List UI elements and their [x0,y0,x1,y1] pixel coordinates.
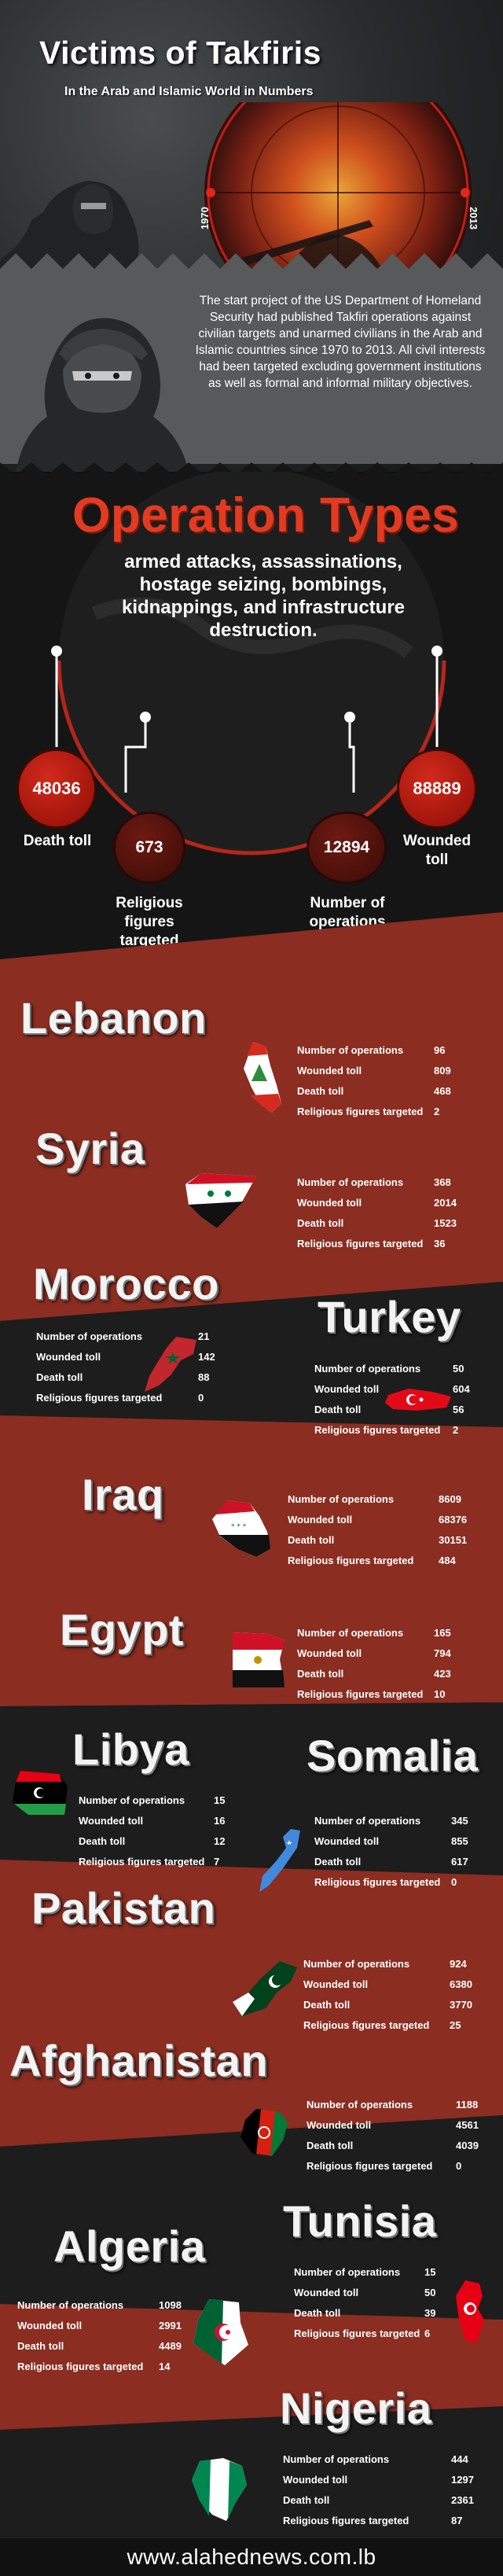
libya-flag-map [13,1771,68,1815]
stats-row [297,1622,465,1643]
stat-label: Wounded toll [288,1513,353,1525]
stat-label: Religious figures targeted [17,2360,144,2372]
country-somalia: Somalia [307,1731,479,1780]
stat-value: 165 [434,1626,451,1639]
stats-row [307,2114,487,2135]
stat-value: 6 [424,2327,431,2339]
stat-label: Wounded toll [303,1978,369,1990]
stat-label: Wounded toll [36,1350,101,1363]
stat-value: 4489 [159,2339,182,2352]
stat-label: Number of operations [17,2298,124,2311]
stat-label: Death toll [297,1667,344,1680]
wounded-toll-label: Wounded toll [402,833,472,868]
stats-row [297,1213,465,1233]
intro-text: The start project of the US Department of Homeland Security had published Takfiri operations against civilian targets and unarmed civilians in the Arab and Islamic countries since 1970 to 2013. All civil interests had been targeted excluding government institutions as well as formal and informal military objectives. [195,294,486,390]
stats-row [79,1831,245,1851]
stat-value: 604 [453,1382,470,1395]
stat-label: Wounded toll [294,2286,359,2298]
stats-row [288,1509,470,1529]
stat-label: Death toll [307,2139,354,2151]
operation-types-description: armed attacks, assassinations, hostage seizing, bombings, kidnappings, and infrastructure destruction. [121,551,406,641]
stat-label: Religious figures targeted [297,1105,424,1117]
stat-label: Number of operations [288,1492,395,1505]
stat-label: Wounded toll [297,1647,362,1659]
stats-row [17,2356,190,2376]
stat-label: Wounded toll [307,2118,372,2131]
stats-row [307,2155,487,2176]
stat-value: 468 [434,1084,451,1097]
stats-row [17,2315,190,2335]
stat-label: Wounded toll [79,1814,144,1827]
death-toll-value: 48036 [19,751,94,826]
stat-label: Death toll [17,2339,64,2352]
stat-label: Number of operations [303,1957,410,1970]
stat-label: Religious figures targeted [307,2159,433,2172]
stat-label: Death toll [297,1084,344,1097]
stats-row [283,2449,483,2469]
stat-value: 142 [198,1350,215,1363]
stat-value: 87 [451,2514,463,2526]
stat-value: 423 [434,1667,451,1680]
religious-figures-value: 673 [116,814,183,881]
stat-value: 2991 [159,2319,182,2331]
stat-value: 1297 [451,2473,474,2486]
stats-row [314,1419,484,1440]
stats-row [288,1529,470,1550]
stat-value: 30151 [439,1533,468,1546]
stat-label: Death toll [36,1371,83,1383]
country-nigeria: Nigeria [280,2383,432,2433]
stats-row [303,1953,481,1974]
page-subtitle: In the Arab and Islamic World in Numbers [64,85,314,98]
stats-row [297,1060,465,1080]
stat-value: 444 [451,2453,468,2465]
religious-figures-label: Religious figures targeted [116,895,183,949]
stat-label: Wounded toll [17,2319,83,2331]
stat-value: 14 [159,2360,171,2372]
stats-row [314,1831,483,1851]
year-start: 1970 [198,207,211,230]
stats-row [288,1489,470,1509]
stat-label: Number of operations [79,1794,185,1806]
nigeria-stats [283,2449,503,2530]
somalia-flag-map [259,1829,300,1892]
algeria-flag-map [193,2299,248,2365]
tunisia-stats [294,2261,456,2343]
stat-label: Wounded toll [314,1834,380,1847]
stats-row [294,2282,456,2302]
country-turkey: Turkey [318,1292,461,1341]
stats-row [307,2135,487,2155]
footer-url: www.alahednews.com.lb [0,2538,503,2576]
stats-row [283,2490,483,2510]
stats-row [297,1172,465,1192]
stats-row [297,1080,465,1101]
stats-row [297,1643,465,1663]
operation-types-title: Operation Types [72,488,460,543]
stat-value: 6380 [450,1978,472,1990]
lebanon-flag-map [236,1042,285,1113]
stat-label: Wounded toll [297,1196,362,1209]
stat-label: Death toll [303,1998,351,2011]
stat-value: 4039 [456,2139,479,2151]
country-pakistan: Pakistan [31,1883,216,1933]
stat-value: 2 [434,1105,440,1117]
stat-label: Wounded toll [314,1382,380,1395]
pakistan-stats [303,1953,481,2035]
afghanistan-stats [307,2094,487,2176]
stat-label: Religious figures targeted [79,1855,205,1868]
country-algeria: Algeria [53,2221,206,2271]
stat-value: 0 [198,1391,204,1404]
stat-label: Wounded toll [283,2473,348,2486]
number-of-operations-label: Number of operations [309,895,386,930]
stat-label: Religious figures targeted [303,2018,430,2031]
stats-row [294,2302,456,2323]
stats-row [283,2469,483,2490]
nigeria-flag-map [192,2458,247,2521]
stat-value: 10 [434,1687,446,1700]
stat-label: Number of operations [297,1176,404,1188]
stat-value: 794 [434,1647,451,1659]
stat-value: 21 [198,1330,210,1342]
country-afghanistan: Afghanistan [9,2036,269,2085]
stat-label: Number of operations [283,2453,390,2465]
page-title: Victims of Takfiris [39,35,321,71]
stat-value: 924 [450,1957,467,1970]
stat-label: Wounded toll [297,1064,362,1076]
stat-label: Death toll [297,1216,344,1229]
syria-flag-map [185,1173,259,1228]
stat-label: Number of operations [307,2098,413,2110]
stat-value: 50 [453,1362,464,1374]
stats-row [288,1550,470,1570]
year-end: 2013 [467,207,479,230]
stats-row [36,1367,229,1387]
stat-value: 56 [453,1403,464,1415]
stat-value: 3770 [450,1998,472,2011]
stat-value: 2 [453,1423,459,1436]
afghanistan-flag-map [240,2109,288,2156]
stat-value: 0 [451,1875,457,1888]
stat-value: 1098 [159,2298,182,2311]
libya-stats [79,1790,245,1871]
stats-row [297,1684,465,1704]
stats-row [17,2335,190,2356]
stats-row [297,1663,465,1684]
stat-label: Religious figures targeted [283,2514,409,2526]
syria-stats [297,1172,465,1253]
stats-row [307,2094,487,2114]
iraq-flag-map [212,1500,270,1557]
stat-label: Number of operations [36,1330,143,1342]
egypt-flag-map [233,1632,285,1687]
stat-value: 2014 [434,1196,457,1209]
stat-value: 617 [451,1855,468,1868]
stats-row [79,1851,245,1871]
stat-value: 1523 [434,1216,457,1229]
stat-label: Death toll [314,1403,362,1415]
country-iraq: Iraq [82,1470,164,1519]
stat-value: 39 [424,2306,436,2319]
stats-row [314,1810,483,1831]
stat-label: Religious figures targeted [36,1391,163,1404]
stats-row [297,1192,465,1213]
stat-value: 7 [214,1855,220,1868]
country-lebanon: Lebanon [20,993,207,1043]
stat-label: Number of operations [297,1626,404,1639]
stat-label: Death toll [79,1834,126,1847]
stat-label: Religious figures targeted [314,1875,441,1888]
stat-label: Religious figures targeted [297,1237,424,1249]
pakistan-flag-map [233,1961,297,2016]
country-libya: Libya [72,1724,189,1774]
stat-label: Death toll [314,1855,362,1868]
stats-row [297,1101,465,1121]
stats-row [303,1974,481,1994]
stat-label: Death toll [294,2306,341,2319]
death-toll-label: Death toll [23,833,92,849]
lebanon-stats [297,1040,465,1121]
algeria-stats [17,2294,190,2376]
stats-row [36,1346,229,1367]
stat-label: Death toll [283,2493,330,2506]
wounded-toll-value: 88889 [399,751,475,826]
globe-arc-art [0,472,503,959]
masked-fighter-art [0,299,196,472]
stat-value: 1188 [456,2098,479,2110]
stats-row [294,2323,456,2343]
stat-value: 15 [424,2265,436,2278]
stat-label: Number of operations [314,1814,421,1827]
stats-row [314,1871,483,1892]
stats-row [314,1851,483,1871]
country-syria: Syria [35,1124,145,1173]
turkey-flag-map [385,1389,451,1412]
stat-value: 484 [439,1554,456,1566]
stat-label: Religious figures targeted [294,2327,420,2339]
stat-value: 855 [451,1834,468,1847]
country-morocco: Morocco [33,1259,219,1308]
stat-label: Religious figures targeted [297,1687,424,1700]
stat-value: 809 [434,1064,451,1076]
country-tunisia: Tunisia [283,2196,437,2246]
stat-value: 16 [214,1814,226,1827]
stat-value: 2361 [451,2493,474,2506]
stat-label: Number of operations [297,1043,404,1056]
stat-value: 15 [214,1794,226,1806]
stat-value: 25 [450,2018,461,2031]
stats-row [283,2510,483,2530]
stats-row [79,1810,245,1831]
stat-value: 368 [434,1176,451,1188]
stat-value: 88 [198,1371,210,1383]
stats-row [36,1387,229,1408]
stats-row [303,2015,481,2035]
stat-value: 96 [434,1043,446,1056]
stats-row [36,1326,229,1346]
stats-row [17,2294,190,2315]
egypt-stats [297,1622,465,1704]
stat-value: 50 [424,2286,436,2298]
stat-value: 68376 [439,1513,468,1525]
stats-row [294,2261,456,2282]
somalia-stats [314,1810,483,1892]
stats-row [297,1040,465,1060]
stat-value: 36 [434,1237,446,1249]
morocco-flag-map [145,1337,196,1392]
stats-row [314,1358,484,1378]
stat-label: Death toll [288,1533,335,1546]
morocco-stats [36,1326,229,1408]
stat-label: Religious figures targeted [314,1423,441,1436]
stat-label: Number of operations [314,1362,421,1374]
stats-row [297,1233,465,1253]
stat-value: 0 [456,2159,462,2172]
stat-label: Number of operations [294,2265,401,2278]
stat-value: 12 [214,1834,226,1847]
stats-row [303,1994,481,2015]
tunisia-flag-map [456,2280,484,2343]
iraq-stats [288,1489,470,1570]
svg-text:* * *: * * * [231,1523,247,1531]
number-of-operations-value: 12894 [309,814,384,881]
stat-value: 8609 [439,1492,461,1505]
stat-value: 345 [451,1814,468,1827]
stat-label: Religious figures targeted [288,1554,414,1566]
stat-value: 4561 [456,2118,479,2131]
stats-row [79,1790,245,1810]
country-egypt: Egypt [60,1605,185,1654]
